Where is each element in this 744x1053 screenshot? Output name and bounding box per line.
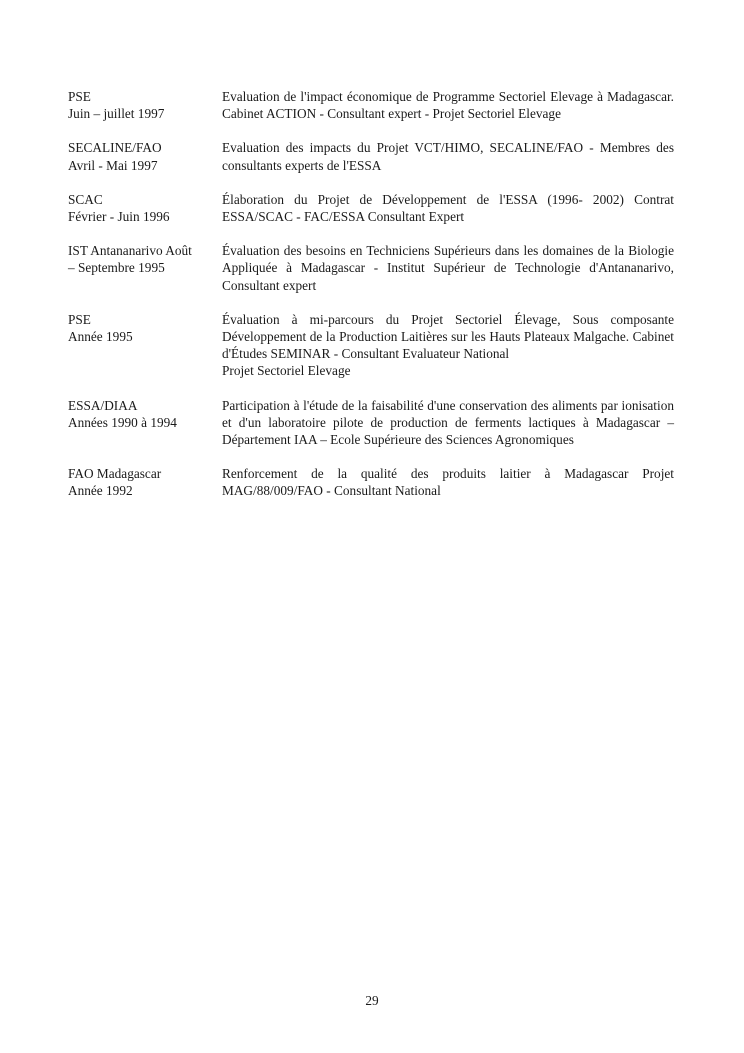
entry-meta xyxy=(68,397,222,449)
entry-date: Année 1995 xyxy=(68,329,133,345)
entry-meta xyxy=(68,311,222,380)
experience-entry xyxy=(68,88,674,122)
entry-organization: ESSA/DIAA xyxy=(68,397,138,413)
entry-organization: IST Antananarivo Août xyxy=(68,243,192,259)
entry-description-block xyxy=(222,311,674,380)
entry-organization: SECALINE/FAO xyxy=(68,140,162,156)
entry-date: – Septembre 1995 xyxy=(68,260,165,276)
entry-meta xyxy=(68,139,222,173)
entry-description: Participation à l'étude de la faisabilité d'une conservation des aliments par ionisation et d'un laboratoire pilote de production de ferments lactiques à Madagascar – Département IAA – Ecole Supérieure des Sciences Agronomiques xyxy=(222,397,674,448)
entry-date: Année 1992 xyxy=(68,483,133,499)
experience-entry xyxy=(68,465,674,499)
entry-meta xyxy=(68,191,222,225)
experience-entry xyxy=(68,397,674,449)
entry-description: Evaluation de l'impact économique de Programme Sectoriel Elevage à Madagascar. Cabinet ACTION - Consultant expert - Projet Sectoriel Elevage xyxy=(222,89,674,122)
entry-description: Élaboration du Projet de Développement de l'ESSA (1996- 2002) Contrat ESSA/SCAC - FAC/ESSA Consultant Expert xyxy=(222,191,674,225)
entry-date: Avril - Mai 1997 xyxy=(68,157,158,173)
entry-date: Années 1990 à 1994 xyxy=(68,414,177,430)
entry-date: Février - Juin 1996 xyxy=(68,209,170,225)
page-number: 29 xyxy=(365,993,379,1008)
entry-organization: SCAC xyxy=(68,191,103,207)
entry-organization: FAO Madagascar xyxy=(68,466,162,482)
entry-meta xyxy=(68,88,222,122)
experience-entry xyxy=(68,311,674,380)
experience-entry xyxy=(68,191,674,225)
entry-organization: PSE xyxy=(68,311,91,327)
entry-description-extra: Projet Sectoriel Elevage xyxy=(222,363,351,379)
experience-entry xyxy=(68,139,674,173)
entry-organization: PSE xyxy=(68,89,91,104)
experience-list xyxy=(68,88,674,517)
entry-meta xyxy=(68,465,222,499)
experience-entry xyxy=(68,242,674,294)
entry-description: Renforcement de la qualité des produits laitier à Madagascar Projet MAG/88/009/FAO - Consultant National xyxy=(222,466,674,499)
entry-description: Evaluation des impacts du Projet VCT/HIMO, SECALINE/FAO - Membres des consultants experts de l'ESSA xyxy=(222,140,674,173)
entry-description: Évaluation des besoins en Techniciens Supérieurs dans les domaines de la Biologie Appliquée à Madagascar - Institut Supérieur de Technologie d'Antananarivo, Consultant expert xyxy=(222,243,674,293)
entry-date: Juin – juillet 1997 xyxy=(68,106,165,122)
entry-description: Évaluation à mi-parcours du Projet Sectoriel Élevage, Sous composante Développement de la Production Laitières sur les Hauts Plateaux Malgache. Cabinet d'Études SEMINAR - Consultant Evaluateur National xyxy=(222,311,674,362)
entry-meta xyxy=(68,242,222,294)
